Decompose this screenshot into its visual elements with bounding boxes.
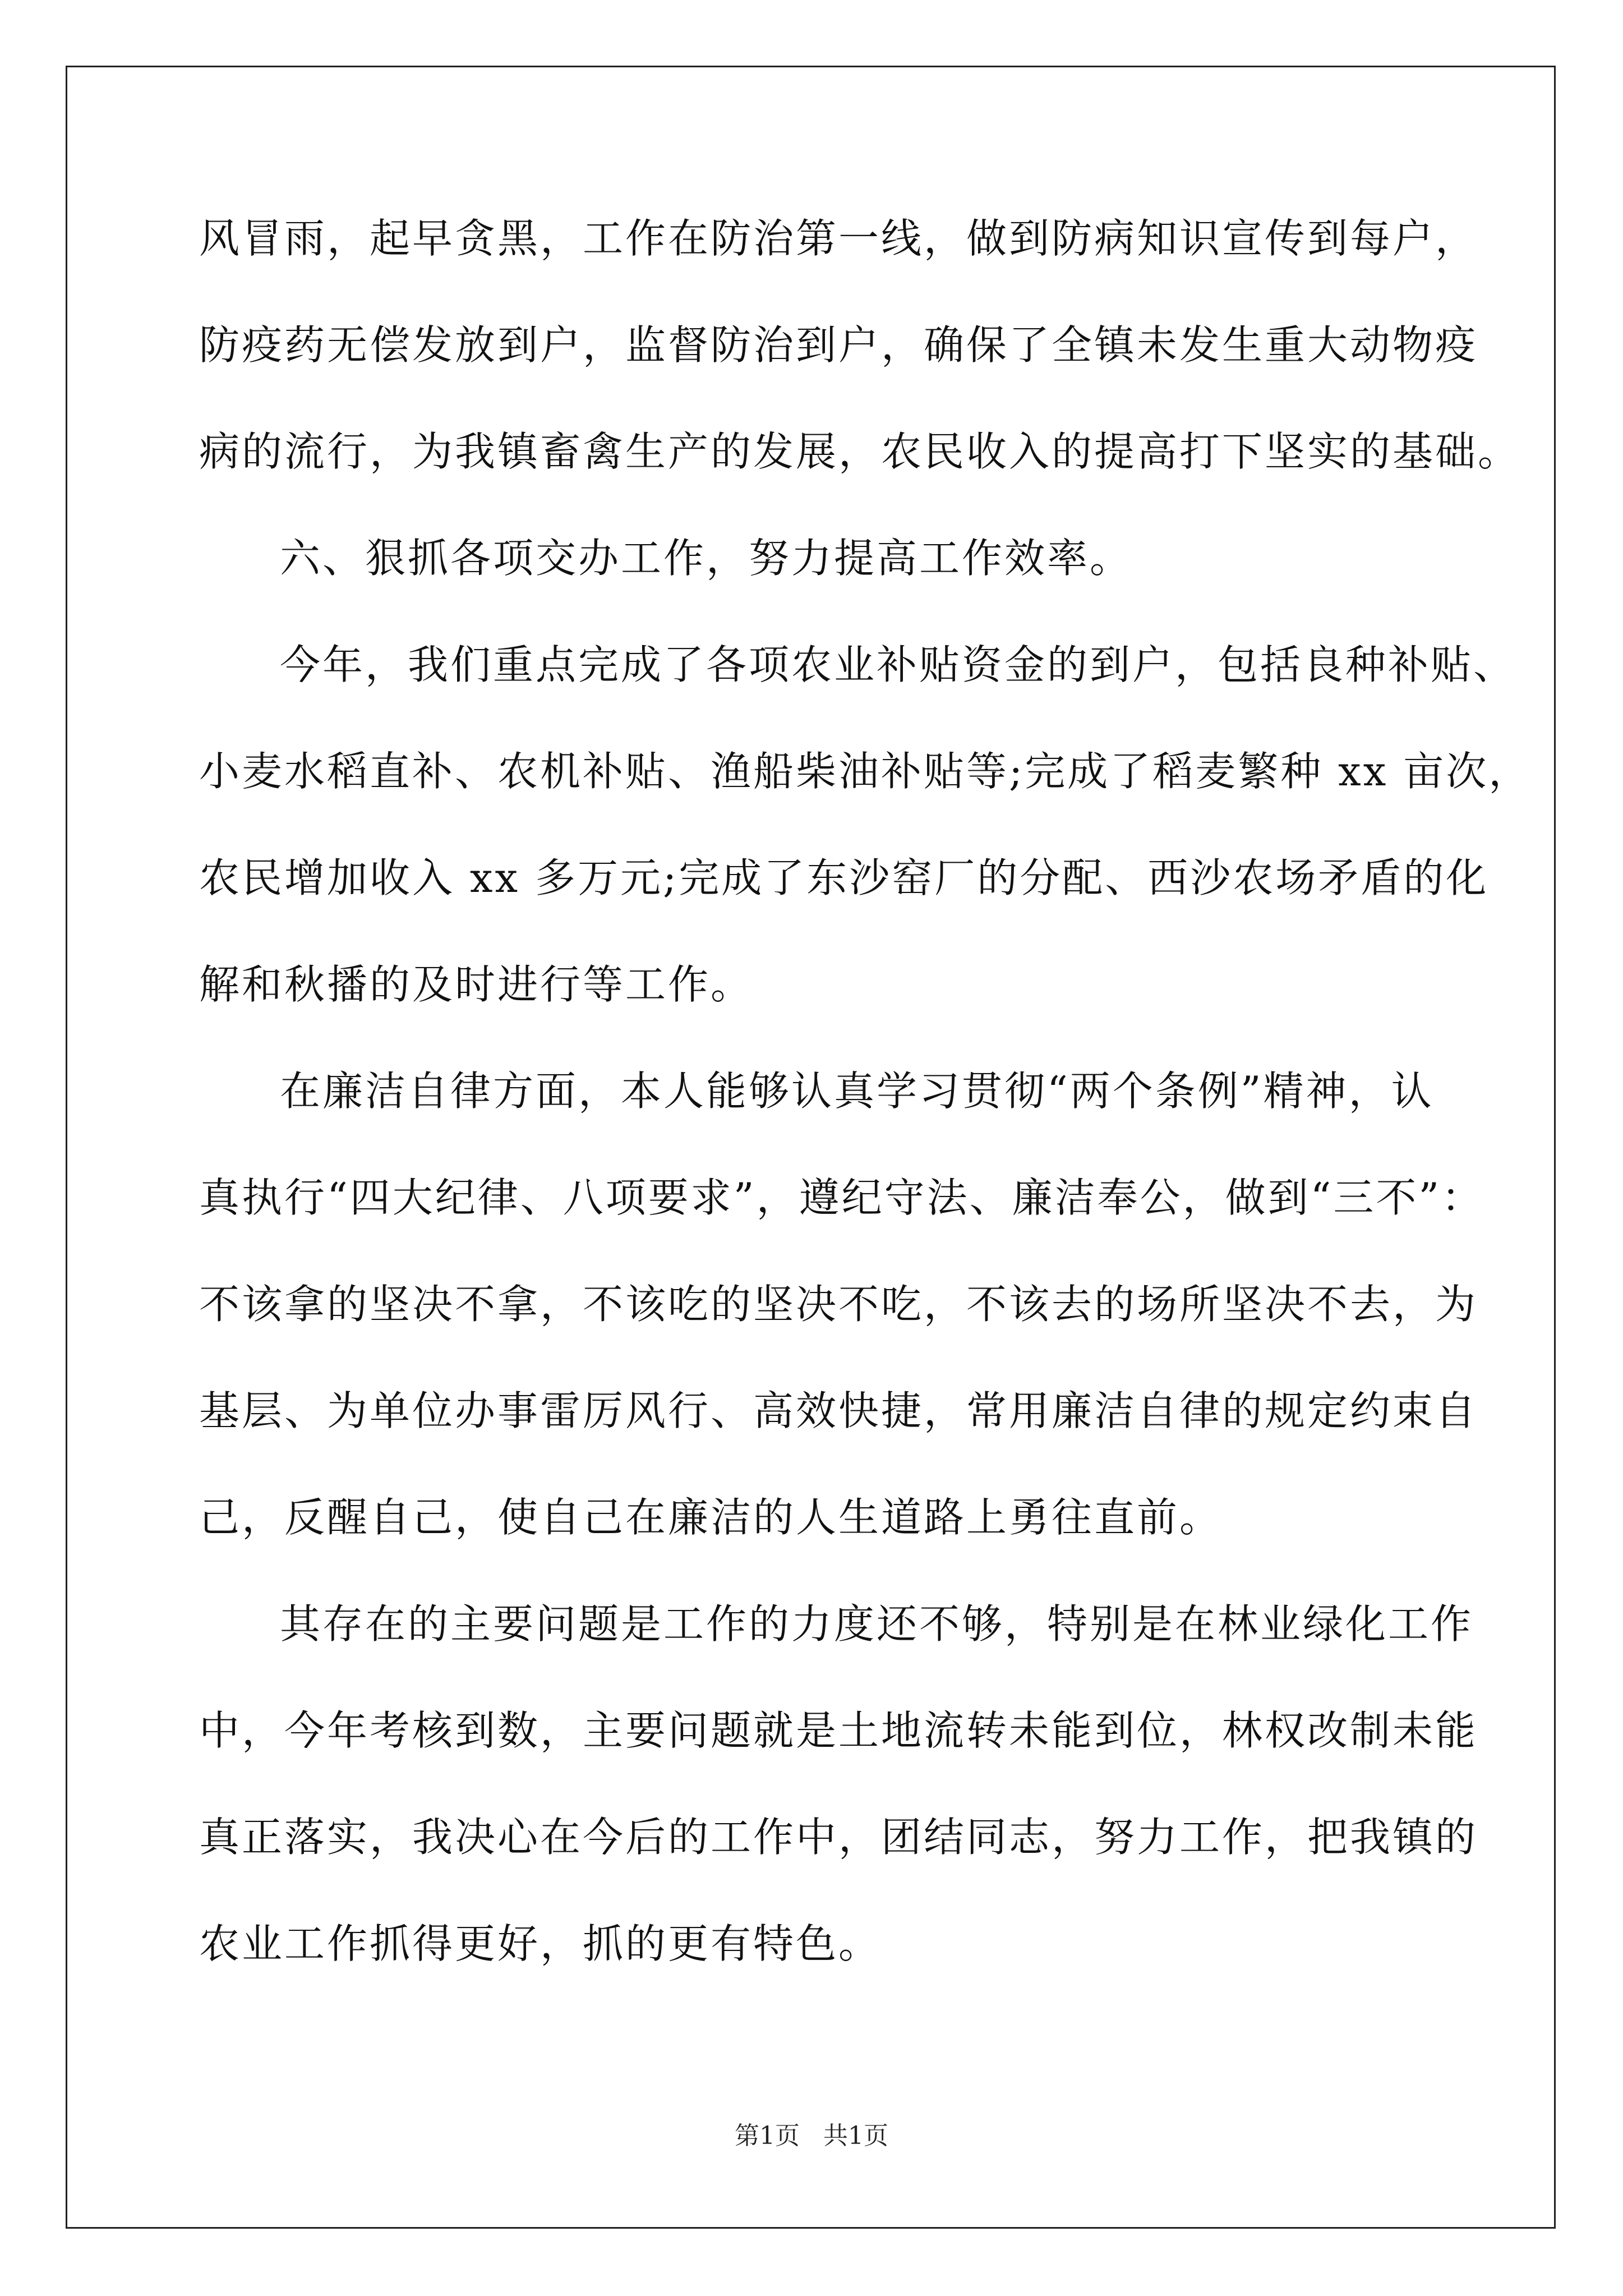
text-line: 防疫药无偿发放到户，监督防治到户，确保了全镇未发生重大动物疫 [199,321,1478,369]
text-line: 己，反醒自己，使自己在廉洁的人生道路上勇往直前。 [199,1494,1223,1541]
text-line: 在廉洁自律方面，本人能够认真学习贯彻“两个条例”精神，认 [280,1068,1434,1115]
text-line: 其存在的主要问题是工作的力度还不够，特别是在林业绿化工作 [280,1600,1474,1648]
text-line: 今年，我们重点完成了各项农业补贴资金的到户，包括良种补贴、 [280,641,1516,688]
text-line: 农民增加收入 xx 多万元;完成了东沙窑厂的分配、西沙农场矛盾的化 [199,854,1489,901]
section-heading: 六、狠抓各项交办工作，努力提高工作效率。 [280,535,1133,582]
page-number: 第1页 [735,2122,800,2150]
text-line: 病的流行，为我镇畜禽生产的发展，农民收入的提高打下坚实的基础。 [199,428,1521,475]
text-line: 真正落实，我决心在今后的工作中，团结同志，努力工作，把我镇的 [199,1814,1478,1861]
page-footer [0,2119,1623,2153]
text-line: 小麦水稻直补、农机补贴、渔船柴油补贴等;完成了稻麦繁种 xx 亩次， [199,748,1532,795]
text-line: 风冒雨，起早贪黑，工作在防治第一线，做到防病知识宣传到每户， [199,215,1478,262]
text-line: 解和秋播的及时进行等工作。 [199,961,754,1008]
text-line: 农业工作抓得更好，抓的更有特色。 [199,1920,882,1967]
text-line: 真执行“四大纪律、八项要求”，遵纪守法、廉洁奉公，做到“三不”： [199,1174,1484,1221]
page-total: 共1页 [823,2122,888,2150]
text-line: 基层、为单位办事雷厉风行、高效快捷，常用廉洁自律的规定约束自 [199,1387,1478,1434]
text-line: 不该拿的坚决不拿，不该吃的坚决不吃，不该去的场所坚决不去，为 [199,1281,1478,1328]
page-border [66,66,1556,2229]
text-line: 中，今年考核到数，主要问题就是土地流转未能到位，林权改制未能 [199,1707,1478,1754]
